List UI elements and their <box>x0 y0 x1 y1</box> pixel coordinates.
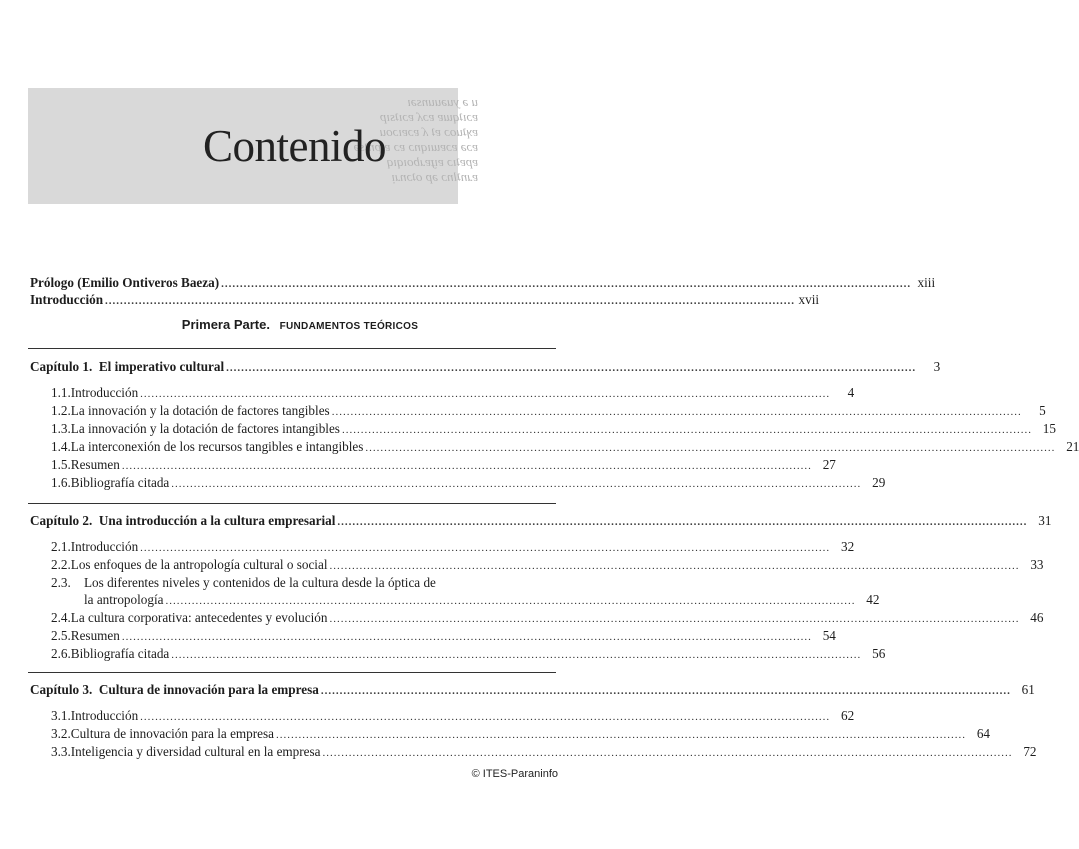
chapter-label: Capítulo 2. <box>30 513 93 528</box>
section-label: La cultura corporativa: antecedentes y evolución <box>70 610 328 625</box>
part-name: FUNDAMENTOS TEÓRICOS <box>279 321 419 332</box>
toc-section[interactable] <box>51 708 855 723</box>
toc-section[interactable] <box>51 610 1044 625</box>
entry-page: 4 <box>847 385 855 400</box>
entry-page: 61 <box>1021 682 1035 697</box>
dot-leader <box>226 363 916 374</box>
dot-leader <box>140 543 830 554</box>
divider <box>28 503 556 504</box>
toc-section[interactable] <box>51 726 991 741</box>
show-through-text: u ə yuəuunsəı <box>407 94 478 109</box>
page-title: Contenido <box>203 121 386 171</box>
entry-page: 62 <box>840 708 855 723</box>
entry-page: 15 <box>1042 421 1056 436</box>
entry-page: xvii <box>798 292 820 307</box>
dot-leader <box>140 712 830 723</box>
dot-leader <box>171 650 861 661</box>
section-number: 1.4. <box>51 439 71 454</box>
section-label: Los diferentes niveles y contenidos de la cultura desde la óptica de <box>84 575 436 590</box>
entry-page: 31 <box>1038 513 1052 528</box>
dot-leader <box>342 425 1032 436</box>
toc-section-wrapped[interactable] <box>51 576 436 589</box>
section-number: 2.6. <box>51 646 71 661</box>
dot-leader <box>276 730 966 741</box>
toc-chapter-3[interactable] <box>30 682 1035 697</box>
section-label: Resumen <box>70 628 120 643</box>
show-through-text: ɐʞʇuoɔ ɐʇ ʎ ɐɔɐıɔou <box>379 124 478 139</box>
chapter-label: Capítulo 1. <box>30 359 93 374</box>
section-number: 1.2. <box>51 403 71 418</box>
dot-leader <box>171 479 861 490</box>
part-heading <box>0 317 600 332</box>
dot-leader <box>365 443 1055 454</box>
entry-page: xiii <box>917 275 936 290</box>
entry-page: 46 <box>1030 610 1044 625</box>
section-number: 3.1. <box>51 708 71 723</box>
section-number: 3.3. <box>51 744 71 759</box>
toc-section[interactable] <box>51 557 1044 572</box>
toc-section[interactable] <box>51 421 1056 436</box>
show-through-text: ɐpɐʇıɔ ɐıɟɐɹboıqıq <box>386 154 478 169</box>
dot-leader <box>221 279 911 290</box>
section-label: Introducción <box>70 385 139 400</box>
show-through-text: ɐɔıʇqɯɐ ɐɔʎ ɐɔıʇsıp <box>379 109 478 124</box>
toc-section[interactable] <box>51 628 836 643</box>
section-number: 2.5. <box>51 628 71 643</box>
dot-leader <box>332 407 1022 418</box>
part-label: Primera Parte. <box>181 317 270 332</box>
dot-leader <box>323 748 1013 759</box>
entry-page: 64 <box>976 726 991 741</box>
entry-page: 21 <box>1066 439 1079 454</box>
chapter-title: Una introducción a la cultura empresarial <box>98 513 336 528</box>
toc-section[interactable] <box>51 403 1046 418</box>
toc-section[interactable] <box>51 744 1037 759</box>
dot-leader <box>122 632 812 643</box>
toc-section[interactable] <box>51 539 855 554</box>
entry-page: 56 <box>872 646 886 661</box>
section-label: Cultura de innovación para la empresa <box>70 726 275 741</box>
show-through-text: ɐɔǝ ɐɔɐɯıqnɔ ɐɔ ɐıpnʇsǝ <box>353 139 478 154</box>
toc-section[interactable] <box>51 646 886 661</box>
dot-leader <box>105 296 795 307</box>
section-label: Introducción <box>70 708 139 723</box>
section-number: 1.5. <box>51 457 71 472</box>
toc-section[interactable] <box>51 385 855 400</box>
dot-leader <box>330 561 1020 572</box>
chapter-title: Cultura de innovación para la empresa <box>98 682 319 697</box>
section-number: 2.2. <box>51 557 71 572</box>
entry-page: 33 <box>1030 557 1044 572</box>
section-label-continued: la antropología <box>84 592 164 607</box>
divider <box>28 348 556 349</box>
entry-page: 54 <box>822 628 836 643</box>
section-label: La innovación y la dotación de factores intangibles <box>70 421 340 436</box>
section-number: 2.4. <box>51 610 71 625</box>
section-number: 1.1. <box>51 385 71 400</box>
toc-entry-introduccion[interactable] <box>30 292 820 307</box>
dot-leader <box>329 614 1019 625</box>
chapter-label: Capítulo 3. <box>30 682 93 697</box>
show-through-text: ɐɹnʇlnɔ ǝp oʇɔnɹᴉ <box>391 169 478 184</box>
chapter-title: El imperativo cultural <box>98 359 225 374</box>
entry-page: 32 <box>840 539 855 554</box>
section-number: 3.2. <box>51 726 71 741</box>
dot-leader <box>122 461 812 472</box>
section-label: Bibliografía citada <box>70 475 170 490</box>
section-number: 1.3. <box>51 421 71 436</box>
divider <box>28 672 556 673</box>
entry-label: Introducción <box>30 292 104 307</box>
dot-leader <box>321 686 1011 697</box>
entry-page: 5 <box>1039 403 1046 418</box>
section-label: Inteligencia y diversidad cultural en la empresa <box>70 744 321 759</box>
section-number: 1.6. <box>51 475 71 490</box>
toc-chapter-1[interactable] <box>30 359 941 374</box>
entry-page: 27 <box>822 457 836 472</box>
toc-entry-prologo[interactable] <box>30 275 936 290</box>
section-label: Introducción <box>70 539 139 554</box>
toc-chapter-2[interactable] <box>30 513 1052 528</box>
entry-label: Prólogo (Emilio Ontiveros Baeza) <box>30 275 220 290</box>
publisher-footer: © ITES-Paraninfo <box>471 768 558 780</box>
section-label: Bibliografía citada <box>70 646 170 661</box>
dot-leader <box>337 517 1027 528</box>
toc-section[interactable] <box>51 457 836 472</box>
section-number: 2.1. <box>51 539 71 554</box>
section-label: Resumen <box>70 457 120 472</box>
entry-page: 72 <box>1023 744 1037 759</box>
toc-section-continuation[interactable] <box>84 592 880 607</box>
entry-page: 42 <box>866 592 880 607</box>
toc-section[interactable] <box>51 475 886 490</box>
section-label: Los enfoques de la antropología cultural o social <box>70 557 328 572</box>
toc-section[interactable] <box>51 439 1079 454</box>
entry-page: 29 <box>872 475 886 490</box>
section-label: La interconexión de los recursos tangibles e intangibles <box>70 439 364 454</box>
dot-leader <box>140 389 830 400</box>
section-label: La innovación y la dotación de factores tangibles <box>70 403 330 418</box>
entry-page: 3 <box>933 359 941 374</box>
dot-leader <box>165 596 855 607</box>
section-number: 2.3. <box>51 575 71 590</box>
